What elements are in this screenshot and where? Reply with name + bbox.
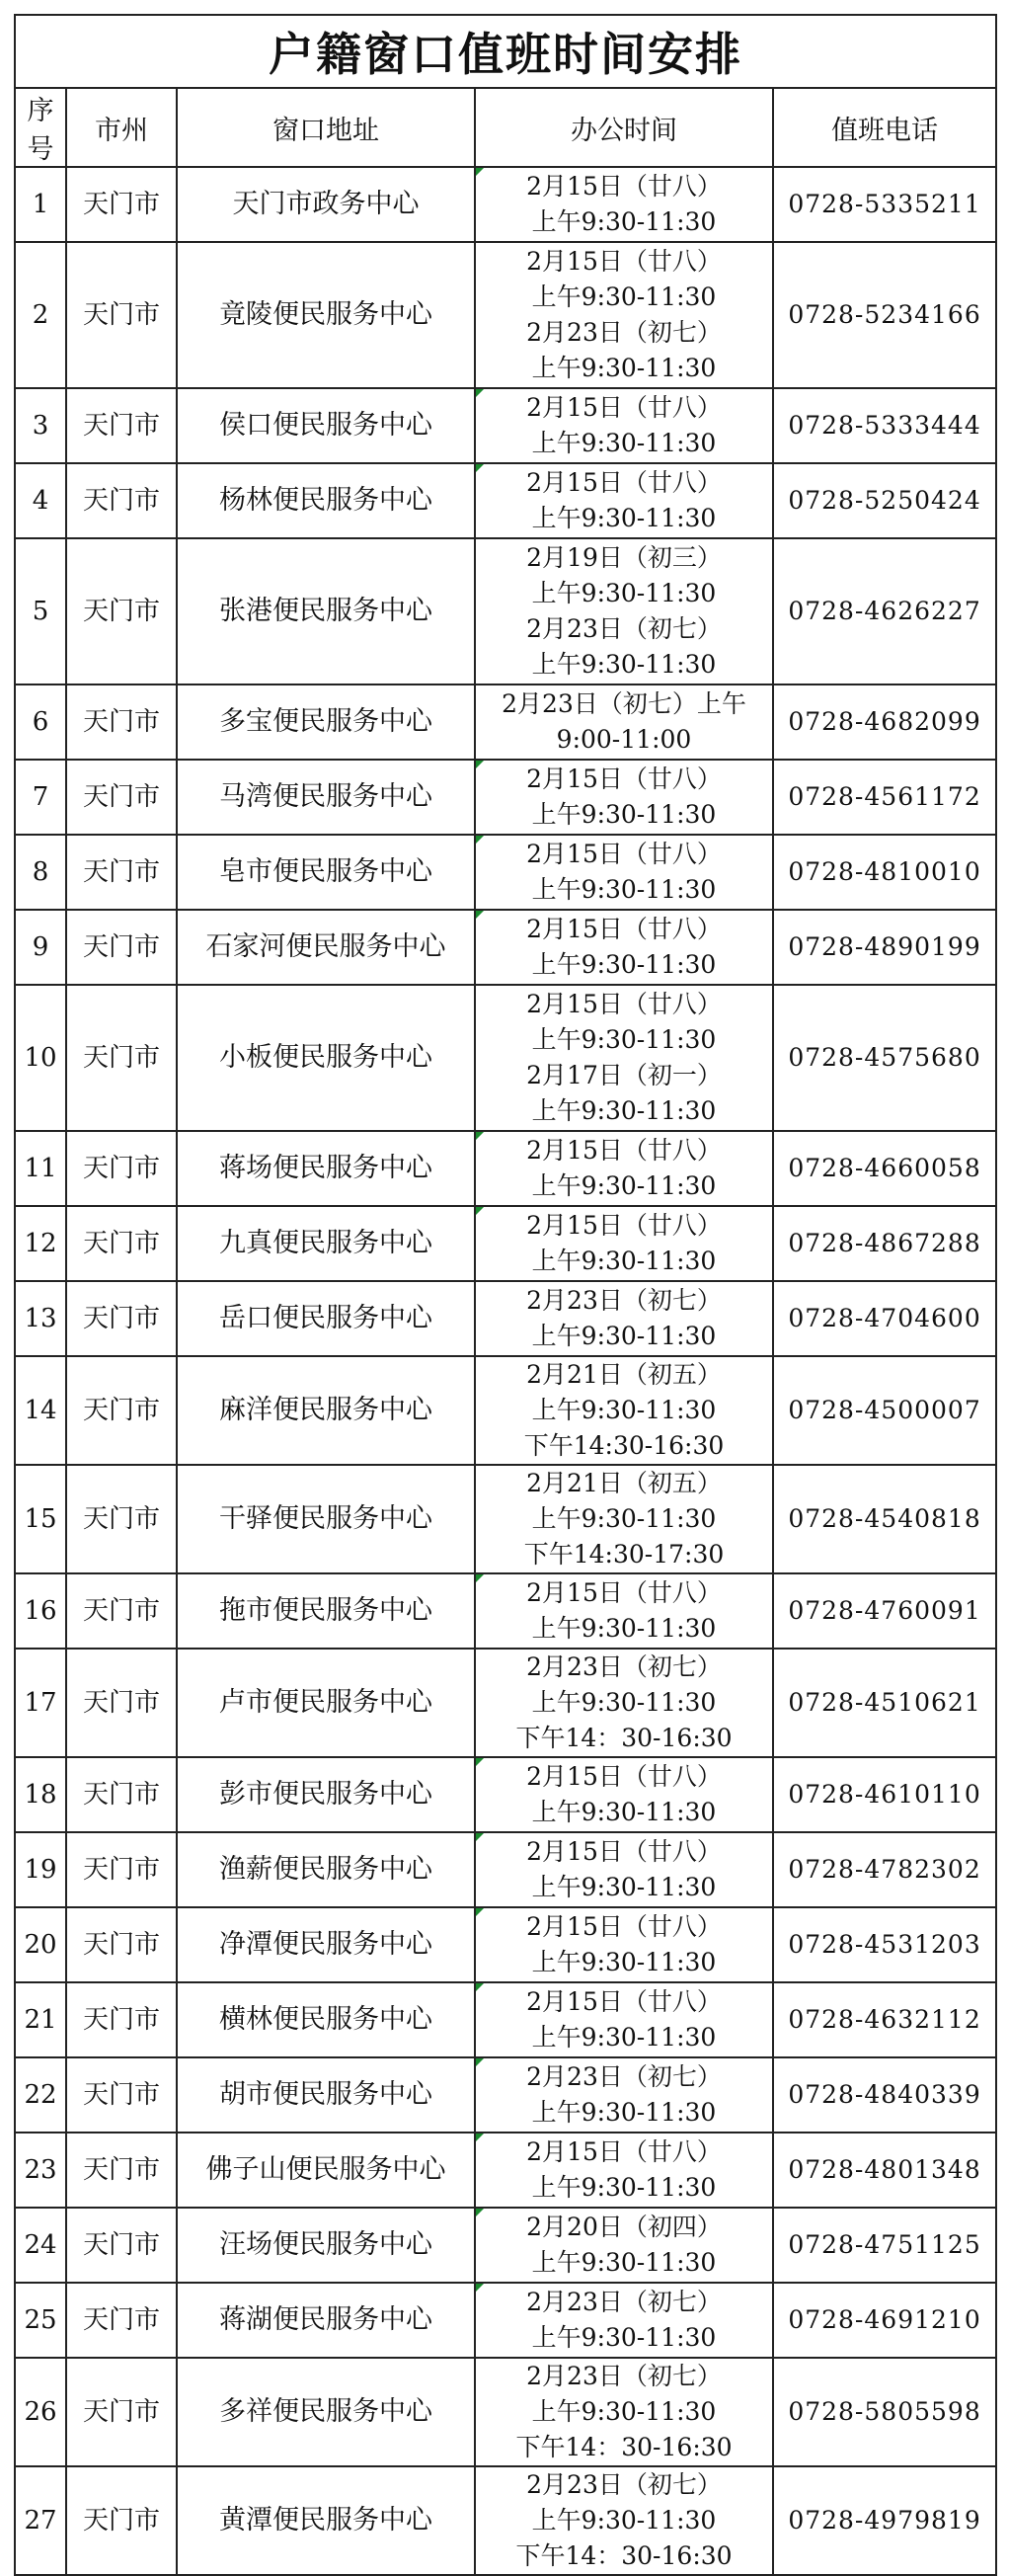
hours-line: 上午9:30-11:30	[531, 1688, 717, 1717]
table-row	[15, 1907, 996, 1982]
table-body	[15, 167, 996, 2575]
hours-line: 下午14：30-16:30	[515, 2433, 733, 2461]
duty-schedule-table	[14, 14, 997, 2576]
cell-city: 天门市	[66, 1573, 177, 1649]
cell-hours	[475, 1206, 773, 1281]
cell-hours	[475, 684, 773, 760]
hours-line: 上午9:30-11:30	[531, 2173, 717, 2202]
cell-city: 天门市	[66, 2358, 177, 2466]
table-row	[15, 760, 996, 835]
cell-no: 16	[15, 1573, 66, 1649]
cell-address: 九真便民服务中心	[177, 1206, 475, 1281]
cell-no: 6	[15, 684, 66, 760]
cell-comment-marker	[476, 911, 484, 919]
hours-line: 上午9:30-11:30	[531, 875, 717, 904]
cell-address: 岳口便民服务中心	[177, 1281, 475, 1356]
cell-phone: 0728-5250424	[773, 463, 996, 538]
cell-address: 蒋湖便民服务中心	[177, 2283, 475, 2358]
cell-address: 胡市便民服务中心	[177, 2057, 475, 2133]
cell-hours	[475, 1982, 773, 2057]
cell-address: 蒋场便民服务中心	[177, 1131, 475, 1206]
hours-line: 上午9:30-11:30	[531, 1614, 717, 1643]
cell-hours	[475, 2358, 773, 2466]
cell-no: 27	[15, 2466, 66, 2575]
cell-no: 9	[15, 910, 66, 985]
cell-comment-marker	[476, 1207, 484, 1215]
cell-no: 17	[15, 1649, 66, 1757]
cell-phone: 0728-4979819	[773, 2466, 996, 2575]
table-row	[15, 1206, 996, 1281]
cell-address: 卢市便民服务中心	[177, 1649, 475, 1757]
hours-line: 下午14:30-17:30	[523, 1540, 725, 1569]
cell-city: 天门市	[66, 538, 177, 684]
hours-line: 2月23日（初七）上午	[502, 689, 746, 718]
hours-line: 下午14：30-16:30	[515, 2541, 733, 2570]
cell-address: 横林便民服务中心	[177, 1982, 475, 2057]
cell-no: 13	[15, 1281, 66, 1356]
hours-line: 2月15日（廿八）	[526, 393, 722, 422]
hours-line: 上午9:30-11:30	[531, 504, 717, 532]
cell-no: 24	[15, 2208, 66, 2283]
cell-city: 天门市	[66, 2057, 177, 2133]
cell-comment-marker	[476, 2284, 484, 2292]
cell-hours	[475, 388, 773, 463]
cell-address: 天门市政务中心	[177, 167, 475, 242]
hours-line: 2月17日（初一）	[526, 1061, 722, 1089]
hours-line: 2月23日（初七）	[526, 614, 722, 643]
table-row	[15, 1356, 996, 1465]
cell-no: 10	[15, 985, 66, 1131]
cell-phone: 0728-4840339	[773, 2057, 996, 2133]
cell-city: 天门市	[66, 835, 177, 910]
cell-hours	[475, 2466, 773, 2575]
table-row	[15, 985, 996, 1131]
hours-line: 上午9:30-11:30	[531, 1948, 717, 1976]
cell-city: 天门市	[66, 1206, 177, 1281]
hours-line: 上午9:30-11:30	[531, 1322, 717, 1350]
cell-comment-marker	[476, 836, 484, 844]
hours-line: 上午9:30-11:30	[531, 2023, 717, 2052]
hours-line: 2月15日（廿八）	[526, 172, 722, 201]
cell-address: 麻洋便民服务中心	[177, 1356, 475, 1465]
cell-no: 14	[15, 1356, 66, 1465]
cell-hours	[475, 1573, 773, 1649]
cell-city: 天门市	[66, 1281, 177, 1356]
hours-line: 上午9:30-11:30	[531, 800, 717, 829]
hours-line: 上午9:30-11:30	[531, 2397, 717, 2426]
cell-address: 张港便民服务中心	[177, 538, 475, 684]
hours-line: 2月15日（廿八）	[526, 840, 722, 868]
cell-no: 21	[15, 1982, 66, 2057]
hours-line: 2月21日（初五）	[526, 1469, 722, 1497]
hours-line: 2月15日（廿八）	[526, 247, 722, 276]
table-row	[15, 2133, 996, 2208]
cell-city: 天门市	[66, 1982, 177, 2057]
cell-city: 天门市	[66, 684, 177, 760]
cell-address: 皂市便民服务中心	[177, 835, 475, 910]
cell-hours	[475, 1356, 773, 1465]
hours-line: 2月23日（初七）	[526, 2062, 722, 2091]
cell-phone: 0728-5805598	[773, 2358, 996, 2466]
cell-no: 20	[15, 1907, 66, 1982]
hours-line: 2月15日（廿八）	[526, 1912, 722, 1941]
hours-line: 2月23日（初七）	[526, 1286, 722, 1315]
cell-hours	[475, 2133, 773, 2208]
cell-hours	[475, 1649, 773, 1757]
cell-comment-marker	[476, 2133, 484, 2141]
table-row	[15, 835, 996, 910]
cell-phone: 0728-5333444	[773, 388, 996, 463]
table-row	[15, 910, 996, 985]
cell-address: 彭市便民服务中心	[177, 1757, 475, 1832]
cell-city: 天门市	[66, 1356, 177, 1465]
cell-comment-marker	[476, 1833, 484, 1841]
cell-address: 侯口便民服务中心	[177, 388, 475, 463]
cell-address: 多宝便民服务中心	[177, 684, 475, 760]
header-no: 序号	[15, 88, 66, 167]
hours-line: 2月19日（初三）	[526, 543, 722, 572]
hours-line: 2月15日（廿八）	[526, 1578, 722, 1607]
hours-line: 2月15日（廿八）	[526, 1762, 722, 1791]
cell-comment-marker	[476, 168, 484, 176]
cell-phone: 0728-4510621	[773, 1649, 996, 1757]
hours-line: 2月23日（初七）	[526, 1652, 722, 1681]
hours-line: 上午9:30-11:30	[531, 2323, 717, 2352]
hours-line: 下午14：30-16:30	[515, 1724, 733, 1752]
cell-city: 天门市	[66, 2466, 177, 2575]
cell-city: 天门市	[66, 1131, 177, 1206]
cell-hours	[475, 1907, 773, 1982]
hours-line: 2月15日（廿八）	[526, 915, 722, 943]
table-row	[15, 1465, 996, 1573]
cell-phone: 0728-4626227	[773, 538, 996, 684]
header-hours: 办公时间	[475, 88, 773, 167]
cell-no: 7	[15, 760, 66, 835]
cell-address: 净潭便民服务中心	[177, 1907, 475, 1982]
cell-city: 天门市	[66, 242, 177, 388]
hours-line: 9:00-11:00	[556, 725, 692, 754]
table-row	[15, 242, 996, 388]
cell-phone: 0728-4801348	[773, 2133, 996, 2208]
cell-no: 23	[15, 2133, 66, 2208]
cell-comment-marker	[476, 761, 484, 768]
cell-address: 马湾便民服务中心	[177, 760, 475, 835]
hours-line: 2月15日（廿八）	[526, 1136, 722, 1165]
cell-no: 1	[15, 167, 66, 242]
cell-city: 天门市	[66, 760, 177, 835]
table-row	[15, 2208, 996, 2283]
cell-city: 天门市	[66, 1649, 177, 1757]
cell-hours	[475, 2057, 773, 2133]
hours-line: 2月15日（廿八）	[526, 990, 722, 1018]
cell-address: 拖市便民服务中心	[177, 1573, 475, 1649]
cell-comment-marker	[476, 1574, 484, 1582]
hours-line: 上午9:30-11:30	[531, 650, 717, 679]
cell-hours	[475, 1281, 773, 1356]
hours-line: 上午9:30-11:30	[531, 2248, 717, 2277]
table-row	[15, 1757, 996, 1832]
header-city: 市州	[66, 88, 177, 167]
hours-line: 上午9:30-11:30	[531, 950, 717, 979]
cell-hours	[475, 910, 773, 985]
cell-no: 19	[15, 1832, 66, 1907]
cell-city: 天门市	[66, 2133, 177, 2208]
cell-city: 天门市	[66, 985, 177, 1131]
cell-no: 15	[15, 1465, 66, 1573]
cell-no: 5	[15, 538, 66, 684]
cell-phone: 0728-4682099	[773, 684, 996, 760]
cell-phone: 0728-4531203	[773, 1907, 996, 1982]
cell-hours	[475, 985, 773, 1131]
cell-phone: 0728-5335211	[773, 167, 996, 242]
table-row	[15, 2466, 996, 2575]
cell-comment-marker	[476, 2209, 484, 2216]
hours-line: 上午9:30-11:30	[531, 282, 717, 311]
hours-line: 2月23日（初七）	[526, 318, 722, 347]
hours-line: 2月15日（廿八）	[526, 1211, 722, 1240]
cell-address: 黄潭便民服务中心	[177, 2466, 475, 2575]
hours-line: 上午9:30-11:30	[531, 579, 717, 607]
cell-phone: 0728-4782302	[773, 1832, 996, 1907]
cell-address: 干驿便民服务中心	[177, 1465, 475, 1573]
cell-hours	[475, 463, 773, 538]
hours-line: 上午9:30-11:30	[531, 1504, 717, 1533]
cell-address: 多祥便民服务中心	[177, 2358, 475, 2466]
hours-line: 上午9:30-11:30	[531, 429, 717, 457]
table-row	[15, 2358, 996, 2466]
cell-phone: 0728-4704600	[773, 1281, 996, 1356]
hours-line: 2月15日（廿八）	[526, 468, 722, 497]
cell-hours	[475, 167, 773, 242]
cell-phone: 0728-4632112	[773, 1982, 996, 2057]
table-row	[15, 1573, 996, 1649]
cell-city: 天门市	[66, 463, 177, 538]
hours-line: 上午9:30-11:30	[531, 1096, 717, 1125]
hours-line: 2月15日（廿八）	[526, 1837, 722, 1866]
cell-phone: 0728-4561172	[773, 760, 996, 835]
cell-city: 天门市	[66, 1757, 177, 1832]
cell-hours	[475, 1465, 773, 1573]
cell-no: 12	[15, 1206, 66, 1281]
hours-line: 2月21日（初五）	[526, 1360, 722, 1389]
hours-line: 上午9:30-11:30	[531, 1171, 717, 1200]
cell-comment-marker	[476, 1983, 484, 1991]
table-row	[15, 2057, 996, 2133]
table-row	[15, 538, 996, 684]
cell-phone: 0728-4867288	[773, 1206, 996, 1281]
cell-comment-marker	[476, 1132, 484, 1140]
table-row	[15, 1649, 996, 1757]
header-address: 窗口地址	[177, 88, 475, 167]
table-title: 户籍窗口值班时间安排	[15, 15, 996, 88]
cell-phone: 0728-5234166	[773, 242, 996, 388]
cell-no: 3	[15, 388, 66, 463]
cell-comment-marker	[476, 464, 484, 472]
cell-city: 天门市	[66, 1465, 177, 1573]
hours-line: 上午9:30-11:30	[531, 354, 717, 382]
table-row	[15, 1131, 996, 1206]
cell-city: 天门市	[66, 2208, 177, 2283]
table-row	[15, 463, 996, 538]
cell-comment-marker	[476, 2058, 484, 2066]
hours-line: 上午9:30-11:30	[531, 1873, 717, 1901]
cell-address: 石家河便民服务中心	[177, 910, 475, 985]
cell-no: 4	[15, 463, 66, 538]
table-row	[15, 1832, 996, 1907]
cell-phone: 0728-4660058	[773, 1131, 996, 1206]
cell-hours	[475, 1757, 773, 1832]
cell-phone: 0728-4610110	[773, 1757, 996, 1832]
table-row	[15, 684, 996, 760]
cell-phone: 0728-4691210	[773, 2283, 996, 2358]
cell-hours	[475, 1832, 773, 1907]
cell-city: 天门市	[66, 910, 177, 985]
hours-line: 2月23日（初七）	[526, 2362, 722, 2390]
cell-no: 8	[15, 835, 66, 910]
cell-no: 11	[15, 1131, 66, 1206]
cell-city: 天门市	[66, 2283, 177, 2358]
hours-line: 上午9:30-11:30	[531, 2506, 717, 2535]
hours-line: 2月23日（初七）	[526, 2470, 722, 2499]
hours-line: 下午14:30-16:30	[523, 1431, 725, 1460]
cell-phone: 0728-4810010	[773, 835, 996, 910]
cell-comment-marker	[476, 1908, 484, 1916]
hours-line: 上午9:30-11:30	[531, 1025, 717, 1054]
cell-city: 天门市	[66, 1907, 177, 1982]
hours-line: 2月15日（廿八）	[526, 1987, 722, 2016]
cell-address: 杨林便民服务中心	[177, 463, 475, 538]
cell-phone: 0728-4751125	[773, 2208, 996, 2283]
cell-phone: 0728-4540818	[773, 1465, 996, 1573]
cell-hours	[475, 538, 773, 684]
cell-hours	[475, 2208, 773, 2283]
cell-no: 2	[15, 242, 66, 388]
table-row	[15, 1982, 996, 2057]
cell-no: 26	[15, 2358, 66, 2466]
cell-city: 天门市	[66, 1832, 177, 1907]
cell-hours	[475, 1131, 773, 1206]
hours-line: 上午9:30-11:30	[531, 1396, 717, 1424]
cell-phone: 0728-4890199	[773, 910, 996, 985]
hours-line: 上午9:30-11:30	[531, 2098, 717, 2127]
cell-no: 18	[15, 1757, 66, 1832]
hours-line: 上午9:30-11:30	[531, 1247, 717, 1275]
cell-no: 25	[15, 2283, 66, 2358]
hours-line: 2月23日（初七）	[526, 2288, 722, 2316]
cell-hours	[475, 2283, 773, 2358]
cell-city: 天门市	[66, 388, 177, 463]
cell-address: 竟陵便民服务中心	[177, 242, 475, 388]
hours-line: 上午9:30-11:30	[531, 1798, 717, 1826]
cell-comment-marker	[476, 389, 484, 397]
hours-line: 2月15日（廿八）	[526, 2137, 722, 2166]
cell-address: 渔薪便民服务中心	[177, 1832, 475, 1907]
header-phone: 值班电话	[773, 88, 996, 167]
cell-address: 小板便民服务中心	[177, 985, 475, 1131]
cell-no: 22	[15, 2057, 66, 2133]
cell-address: 汪场便民服务中心	[177, 2208, 475, 2283]
hours-line: 2月20日（初四）	[526, 2213, 722, 2241]
cell-hours	[475, 242, 773, 388]
cell-phone: 0728-4500007	[773, 1356, 996, 1465]
cell-hours	[475, 760, 773, 835]
table-row	[15, 2283, 996, 2358]
cell-city: 天门市	[66, 167, 177, 242]
table-row	[15, 1281, 996, 1356]
table-row	[15, 167, 996, 242]
table-row	[15, 388, 996, 463]
cell-comment-marker	[476, 1758, 484, 1766]
cell-phone: 0728-4760091	[773, 1573, 996, 1649]
hours-line: 上午9:30-11:30	[531, 207, 717, 236]
cell-hours	[475, 835, 773, 910]
cell-phone: 0728-4575680	[773, 985, 996, 1131]
hours-line: 2月15日（廿八）	[526, 765, 722, 793]
cell-address: 佛子山便民服务中心	[177, 2133, 475, 2208]
